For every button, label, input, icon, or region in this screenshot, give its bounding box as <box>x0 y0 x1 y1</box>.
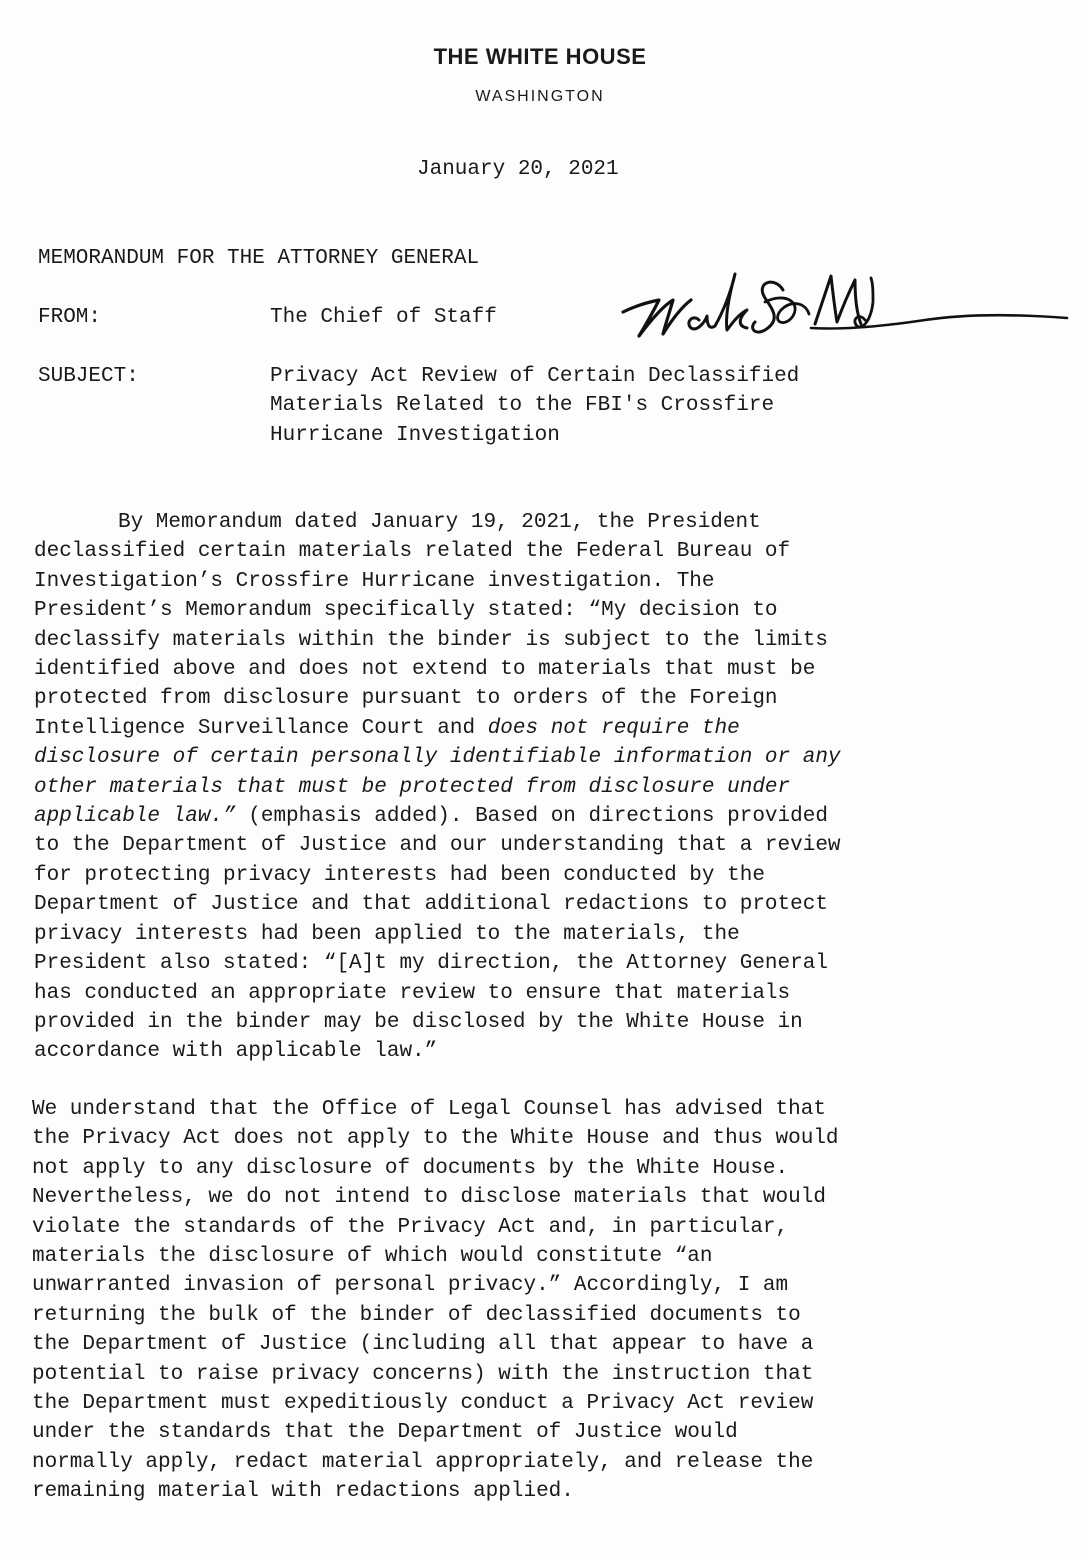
paragraph-line: identified above and does not extend to materials that must be <box>34 658 816 682</box>
emphasized-text: disclosure of certain personally identifiable information or any <box>34 746 841 770</box>
paragraph-line: the Privacy Act does not apply to the White House and thus would <box>32 1127 839 1151</box>
paragraph-line: provided in the binder may be disclosed by the White House in <box>34 1010 803 1034</box>
paragraph-line: President also stated: “[A]t my direction, the Attorney General <box>34 952 828 976</box>
paragraph-line: for protecting privacy interests had been conducted by the <box>34 863 765 887</box>
paragraph-line: not apply to any disclosure of documents by the White House. <box>32 1156 789 1180</box>
paragraph-line <box>34 802 841 831</box>
paragraph-line: under the standards that the Department of Justice would <box>32 1421 738 1445</box>
emphasized-text: applicable law.” <box>34 805 236 829</box>
paragraph-line <box>34 714 841 743</box>
paragraph-line: We understand that the Office of Legal Counsel has advised that <box>32 1098 826 1121</box>
emphasized-text: does not require the <box>487 716 740 740</box>
memorandum-for-line: MEMORANDUM FOR THE ATTORNEY GENERAL <box>38 247 480 270</box>
from-value: The Chief of Staff <box>270 306 497 329</box>
emphasized-text: other materials that must be protected from disclosure under <box>34 775 791 799</box>
subject-line: Materials Related to the FBI's Crossfire <box>270 394 775 418</box>
paragraph-line: returning the bulk of the binder of declassified documents to <box>32 1303 801 1327</box>
subject-line: Hurricane Investigation <box>270 423 560 447</box>
paragraph-line: Department of Justice and that additional redactions to protect <box>34 893 828 917</box>
paragraph-line: normally apply, redact material appropriately, and release the <box>32 1450 814 1474</box>
paragraph-line: privacy interests had been applied to the materials, the <box>34 922 740 946</box>
paragraph-line: Nevertheless, we do not intend to disclose materials that would <box>32 1186 826 1210</box>
paragraph-line: remaining material with redactions applied. <box>32 1480 574 1504</box>
paragraph-line: declassify materials within the binder is subject to the limits <box>34 628 828 652</box>
handwritten-signature-icon <box>615 262 1070 352</box>
paragraph-line <box>34 743 841 772</box>
paragraph-line-text: (emphasis added). Based on directions provided <box>235 805 828 829</box>
paragraph-line: the Department of Justice (including all that appear to have a <box>32 1333 814 1357</box>
paragraph-line: By Memorandum dated January 19, 2021, the President <box>118 511 761 534</box>
from-label: FROM: <box>38 306 102 329</box>
subject-label: SUBJECT: <box>38 365 139 388</box>
letterhead-subtitle: WASHINGTON <box>475 88 605 105</box>
paragraph-line: protected from disclosure pursuant to orders of the Foreign <box>34 687 778 711</box>
paragraph-line: Investigation’s Crossfire Hurricane investigation. The <box>34 569 715 593</box>
paragraph-line: violate the standards of the Privacy Act and, in particular, <box>32 1215 789 1239</box>
subject-value <box>270 362 799 450</box>
paragraph-line: declassified certain materials related the Federal Bureau of <box>34 540 791 564</box>
paragraph-line: has conducted an appropriate review to ensure that materials <box>34 981 791 1005</box>
paragraph-line: potential to raise privacy concerns) with the instruction that <box>32 1362 814 1386</box>
paragraph-line: to the Department of Justice and our understanding that a review <box>34 834 841 858</box>
paragraph-line: President’s Memorandum specifically stated: “My decision to <box>34 599 778 623</box>
paragraph-line <box>34 773 841 802</box>
subject-line: Privacy Act Review of Certain Declassified <box>270 365 800 388</box>
paragraph-line-text: Intelligence Surveillance Court and <box>34 716 488 740</box>
paragraph-line: the Department must expeditiously conduct a Privacy Act review <box>32 1392 814 1416</box>
body-paragraph-2 <box>32 1095 839 1507</box>
letterhead-title: THE WHITE HOUSE <box>433 44 647 69</box>
paragraph-line: unwarranted invasion of personal privacy.” Accordingly, I am <box>32 1274 789 1298</box>
paragraph-line: accordance with applicable law.” <box>34 1040 438 1064</box>
body-paragraph-1 <box>34 508 841 1067</box>
memo-date: January 20, 2021 <box>417 158 619 181</box>
paragraph-line: materials the disclosure of which would constitute “an <box>32 1245 713 1269</box>
